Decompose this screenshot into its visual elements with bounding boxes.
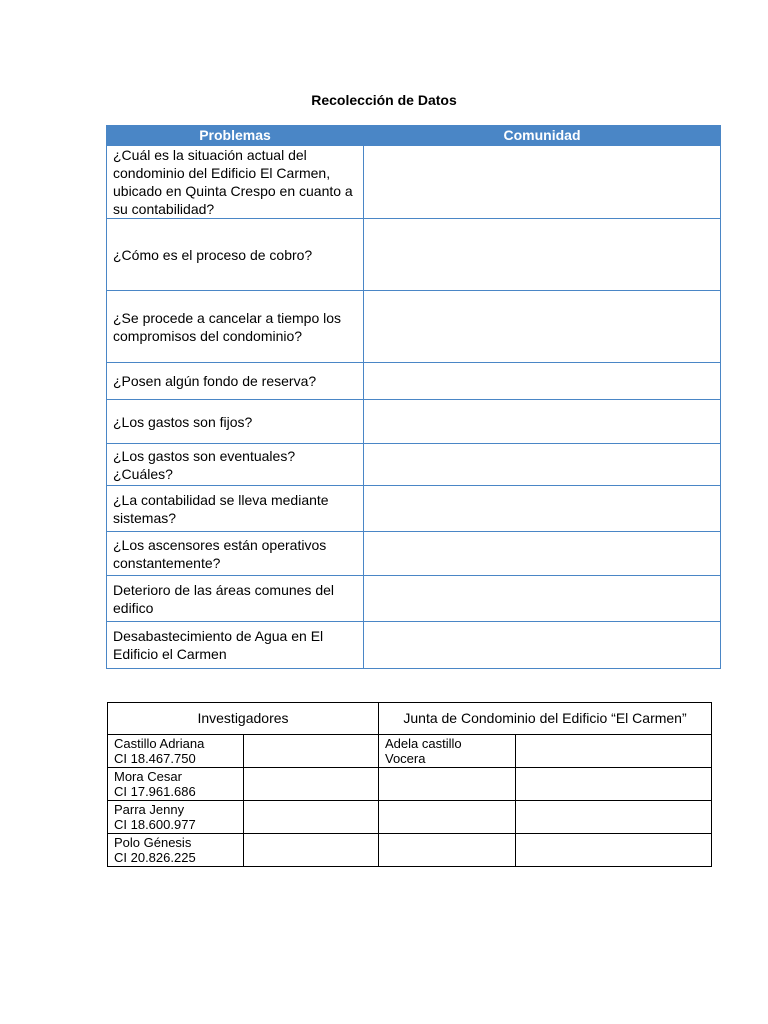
header-problemas: Problemas (107, 126, 364, 146)
investigator-cell (108, 834, 244, 867)
empty-cell (244, 801, 379, 834)
header-investigadores: Investigadores (108, 703, 379, 735)
investigator-ci: CI 18.600.977 (114, 817, 196, 832)
investigator-ci: CI 17.961.686 (114, 784, 196, 799)
empty-cell (244, 834, 379, 867)
community-cell[interactable] (364, 291, 721, 363)
investigator-name: Mora Cesar (114, 769, 182, 784)
document-title: Recolección de Datos (311, 92, 457, 108)
problem-cell: Deterioro de las áreas comunes del edifico (107, 576, 364, 622)
investigator-cell (108, 768, 244, 801)
empty-cell (516, 834, 712, 867)
table-row (108, 735, 712, 768)
investigator-cell (108, 735, 244, 768)
table-row (107, 622, 721, 669)
investigator-name: Parra Jenny (114, 802, 185, 817)
problems-table (106, 125, 721, 669)
header-junta: Junta de Condominio del Edificio “El Carmen” (379, 703, 712, 735)
table-row (107, 486, 721, 532)
empty-cell (516, 801, 712, 834)
team-header-row (108, 703, 712, 735)
table-row (108, 768, 712, 801)
table-row (107, 363, 721, 400)
table-row (107, 146, 721, 219)
problem-cell: ¿Se procede a cancelar a tiempo los compromisos del condominio? (107, 291, 364, 363)
problem-cell: ¿Los ascensores están operativos constantemente? (107, 532, 364, 576)
empty-cell (244, 735, 379, 768)
board-member-role: Vocera (385, 751, 426, 766)
table-row (107, 219, 721, 291)
community-cell[interactable] (364, 486, 721, 532)
table-row (107, 444, 721, 486)
header-comunidad: Comunidad (364, 126, 721, 146)
problem-cell: Desabastecimiento de Agua en El Edificio el Carmen (107, 622, 364, 669)
problem-cell: ¿Los gastos son eventuales? ¿Cuáles? (107, 444, 364, 486)
investigator-ci: CI 20.826.225 (114, 850, 196, 865)
investigator-ci: CI 18.467.750 (114, 751, 196, 766)
board-member-name: Adela castillo (385, 736, 462, 751)
table-row (108, 834, 712, 867)
investigator-name: Polo Génesis (114, 835, 192, 850)
problem-cell: ¿Posen algún fondo de reserva? (107, 363, 364, 400)
problem-cell: ¿Cuál es la situación actual del condominio del Edificio El Carmen, ubicado en Quinta Crespo en cuanto a su contabilidad? (107, 146, 364, 219)
problem-cell: ¿La contabilidad se lleva mediante sistemas? (107, 486, 364, 532)
empty-cell (516, 735, 712, 768)
community-cell[interactable] (364, 146, 721, 219)
problem-cell: ¿Cómo es el proceso de cobro? (107, 219, 364, 291)
table-row (107, 400, 721, 444)
community-cell[interactable] (364, 219, 721, 291)
community-cell[interactable] (364, 622, 721, 669)
empty-cell (516, 768, 712, 801)
investigator-cell (108, 801, 244, 834)
table-row (107, 291, 721, 363)
team-table (107, 702, 712, 867)
table-row (108, 801, 712, 834)
community-cell[interactable] (364, 400, 721, 444)
table-row (107, 576, 721, 622)
board-member-cell (379, 801, 516, 834)
community-cell[interactable] (364, 576, 721, 622)
investigator-name: Castillo Adriana (114, 736, 205, 751)
board-member-cell (379, 768, 516, 801)
empty-cell (244, 768, 379, 801)
community-cell[interactable] (364, 532, 721, 576)
community-cell[interactable] (364, 444, 721, 486)
problem-cell: ¿Los gastos son fijos? (107, 400, 364, 444)
community-cell[interactable] (364, 363, 721, 400)
problems-header-row (107, 126, 721, 146)
table-row (107, 532, 721, 576)
board-member-cell (379, 735, 516, 768)
board-member-cell (379, 834, 516, 867)
